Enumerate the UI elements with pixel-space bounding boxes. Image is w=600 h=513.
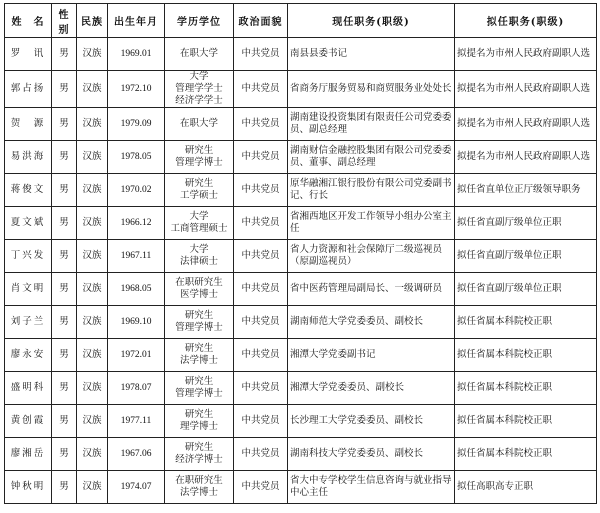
table-body [5, 38, 597, 504]
cell-party: 中共党员 [234, 240, 288, 273]
cell-proposed-position: 拟任省直副厅级单位正职 [455, 240, 597, 273]
cell-party: 中共党员 [234, 38, 288, 71]
cell-ethnicity: 汉族 [77, 339, 108, 372]
cell-proposed-position: 拟任省属本科院校正职 [455, 405, 597, 438]
cell-ethnicity: 汉族 [77, 438, 108, 471]
cell-name: 丁兴发 [5, 240, 52, 273]
table-row [5, 240, 597, 273]
education-line: 研究生 [184, 343, 214, 354]
education-line: 管理学博士 [175, 157, 223, 168]
education-line: 法律硕士 [179, 256, 218, 267]
cell-education [165, 207, 234, 240]
cell-party: 中共党员 [234, 306, 288, 339]
cell-birth: 1972.10 [108, 71, 165, 108]
cell-current-position: 湖南财信金融控股集团有限公司党委委员、董事、副总经理 [288, 141, 455, 174]
education-line: 经济学学士 [175, 95, 223, 106]
cell-education [165, 240, 234, 273]
cell-birth: 1972.01 [108, 339, 165, 372]
cell-name: 夏文斌 [5, 207, 52, 240]
cell-proposed-position: 拟提名为市州人民政府副职人选 [455, 108, 597, 141]
header-proposed-position: 拟任职务(职级) [455, 4, 597, 38]
cell-ethnicity: 汉族 [77, 471, 108, 504]
cell-name: 贺 源 [5, 108, 52, 141]
cell-birth: 1979.09 [108, 108, 165, 141]
table-row [5, 306, 597, 339]
cell-name: 钟秋明 [5, 471, 52, 504]
cell-ethnicity: 汉族 [77, 71, 108, 108]
header-ethnicity: 民族 [77, 4, 108, 38]
cell-birth: 1978.07 [108, 372, 165, 405]
table-row [5, 471, 597, 504]
cell-ethnicity: 汉族 [77, 174, 108, 207]
cell-proposed-position: 拟任省直副厅级单位正职 [455, 273, 597, 306]
cell-ethnicity: 汉族 [77, 372, 108, 405]
cell-current-position: 长沙理工大学党委委员、副校长 [288, 405, 455, 438]
table-row [5, 174, 597, 207]
cell-ethnicity: 汉族 [77, 306, 108, 339]
cell-birth: 1969.10 [108, 306, 165, 339]
cell-ethnicity: 汉族 [77, 207, 108, 240]
cell-name: 黄创霞 [5, 405, 52, 438]
cell-gender: 男 [52, 372, 77, 405]
cell-education [165, 108, 234, 141]
cell-current-position: 湖南科技大学党委委员、副校长 [288, 438, 455, 471]
education-line: 法学博士 [179, 487, 218, 498]
cell-gender: 男 [52, 273, 77, 306]
education-line: 研究生 [184, 145, 214, 156]
cell-name: 肖文明 [5, 273, 52, 306]
cell-proposed-position: 拟任省属本科院校正职 [455, 339, 597, 372]
cell-ethnicity: 汉族 [77, 405, 108, 438]
cell-education [165, 372, 234, 405]
cell-birth: 1969.01 [108, 38, 165, 71]
table-row [5, 438, 597, 471]
education-line: 管理学博士 [175, 322, 223, 333]
cell-current-position: 省湘西地区开发工作领导小组办公室主任 [288, 207, 455, 240]
cell-current-position: 湖南建设投资集团有限责任公司党委委员、副总经理 [288, 108, 455, 141]
cell-party: 中共党员 [234, 438, 288, 471]
header-birth: 出生年月 [108, 4, 165, 38]
cell-gender: 男 [52, 174, 77, 207]
table-row [5, 141, 597, 174]
cell-proposed-position: 拟任省直副厅级单位正职 [455, 207, 597, 240]
table-row [5, 38, 597, 71]
cell-name: 罗 讯 [5, 38, 52, 71]
cell-education [165, 273, 234, 306]
cell-current-position: 湘潭大学党委副书记 [288, 339, 455, 372]
cell-name: 廖湘岳 [5, 438, 52, 471]
cell-gender: 男 [52, 471, 77, 504]
cell-proposed-position: 拟提名为市州人民政府副职人选 [455, 141, 597, 174]
cell-proposed-position: 拟任省属本科院校正职 [455, 372, 597, 405]
education-line: 在职大学 [179, 118, 218, 129]
header-party: 政治面貌 [234, 4, 288, 38]
cell-current-position: 南县县委书记 [288, 38, 455, 71]
cell-party: 中共党员 [234, 207, 288, 240]
cell-ethnicity: 汉族 [77, 141, 108, 174]
cell-ethnicity: 汉族 [77, 273, 108, 306]
education-line: 研究生 [184, 376, 214, 387]
cell-name: 廖永安 [5, 339, 52, 372]
cell-current-position: 原华融湘江银行股份有限公司党委副书记、行长 [288, 174, 455, 207]
header-row [5, 4, 597, 38]
table-row [5, 339, 597, 372]
cell-party: 中共党员 [234, 273, 288, 306]
cell-birth: 1974.07 [108, 471, 165, 504]
cell-party: 中共党员 [234, 471, 288, 504]
table-row [5, 108, 597, 141]
cell-gender: 男 [52, 306, 77, 339]
table-row [5, 405, 597, 438]
education-line: 工商管理硕士 [170, 223, 228, 234]
table-row [5, 372, 597, 405]
header-education: 学历学位 [165, 4, 234, 38]
cell-birth: 1966.12 [108, 207, 165, 240]
cell-proposed-position: 拟任高职高专正职 [455, 471, 597, 504]
cell-party: 中共党员 [234, 372, 288, 405]
cell-proposed-position: 拟任省属本科院校正职 [455, 438, 597, 471]
candidate-table [4, 3, 597, 504]
table-row [5, 71, 597, 108]
education-line: 研究生 [184, 409, 214, 420]
cell-party: 中共党员 [234, 405, 288, 438]
cell-current-position: 省人力资源和社会保障厅二级巡视员（原副巡视员） [288, 240, 455, 273]
cell-birth: 1967.06 [108, 438, 165, 471]
cell-current-position: 省大中专学校学生信息咨询与就业指导中心主任 [288, 471, 455, 504]
education-line: 医学博士 [179, 289, 218, 300]
education-line: 在职大学 [179, 48, 218, 59]
cell-education [165, 339, 234, 372]
education-line: 管理学博士 [175, 388, 223, 399]
cell-birth: 1968.05 [108, 273, 165, 306]
cell-birth: 1978.05 [108, 141, 165, 174]
cell-gender: 男 [52, 240, 77, 273]
education-line: 工学硕士 [179, 190, 218, 201]
cell-education [165, 438, 234, 471]
cell-name: 盛明科 [5, 372, 52, 405]
cell-education [165, 306, 234, 339]
cell-party: 中共党员 [234, 174, 288, 207]
cell-gender: 男 [52, 405, 77, 438]
cell-party: 中共党员 [234, 108, 288, 141]
education-line: 法学博士 [179, 355, 218, 366]
education-line: 理学博士 [179, 421, 218, 432]
header-gender: 性别 [52, 4, 77, 38]
cell-ethnicity: 汉族 [77, 240, 108, 273]
education-line: 管理学学士 [175, 83, 223, 94]
cell-ethnicity: 汉族 [77, 108, 108, 141]
cell-name: 刘子兰 [5, 306, 52, 339]
cell-name: 郭占扬 [5, 71, 52, 108]
cell-current-position: 省商务厅服务贸易和商贸服务业处处长 [288, 71, 455, 108]
cell-proposed-position: 拟任省属本科院校正职 [455, 306, 597, 339]
education-line: 大学 [189, 244, 209, 255]
cell-party: 中共党员 [234, 339, 288, 372]
table-row [5, 273, 597, 306]
education-line: 经济学博士 [175, 454, 223, 465]
cell-birth: 1977.11 [108, 405, 165, 438]
cell-current-position: 湘潭大学党委委员、副校长 [288, 372, 455, 405]
cell-gender: 男 [52, 339, 77, 372]
cell-proposed-position: 拟提名为市州人民政府副职人选 [455, 71, 597, 108]
cell-party: 中共党员 [234, 141, 288, 174]
cell-gender: 男 [52, 141, 77, 174]
cell-name: 蒋俊文 [5, 174, 52, 207]
education-line: 大学 [189, 211, 209, 222]
education-line: 在职研究生 [175, 475, 223, 486]
cell-education [165, 405, 234, 438]
cell-current-position: 湖南师范大学党委委员、副校长 [288, 306, 455, 339]
education-line: 研究生 [184, 310, 214, 321]
cell-birth: 1970.02 [108, 174, 165, 207]
education-line: 研究生 [184, 442, 214, 453]
cell-gender: 男 [52, 38, 77, 71]
cell-gender: 男 [52, 71, 77, 108]
cell-ethnicity: 汉族 [77, 38, 108, 71]
cell-education [165, 174, 234, 207]
cell-proposed-position: 拟任省直单位正厅级领导职务 [455, 174, 597, 207]
cell-education [165, 71, 234, 108]
cell-education [165, 141, 234, 174]
cell-birth: 1967.11 [108, 240, 165, 273]
cell-proposed-position: 拟提名为市州人民政府副职人选 [455, 38, 597, 71]
header-current-position: 现任职务(职级) [288, 4, 455, 38]
header-name: 姓 名 [5, 4, 52, 38]
education-line: 大学 [189, 71, 209, 82]
cell-gender: 男 [52, 207, 77, 240]
cell-name: 易洪海 [5, 141, 52, 174]
cell-education [165, 471, 234, 504]
table-row [5, 207, 597, 240]
education-line: 在职研究生 [175, 277, 223, 288]
cell-gender: 男 [52, 438, 77, 471]
cell-current-position: 省中医药管理局副局长、一级调研员 [288, 273, 455, 306]
cell-gender: 男 [52, 108, 77, 141]
cell-education [165, 38, 234, 71]
cell-party: 中共党员 [234, 71, 288, 108]
education-line: 研究生 [184, 178, 214, 189]
